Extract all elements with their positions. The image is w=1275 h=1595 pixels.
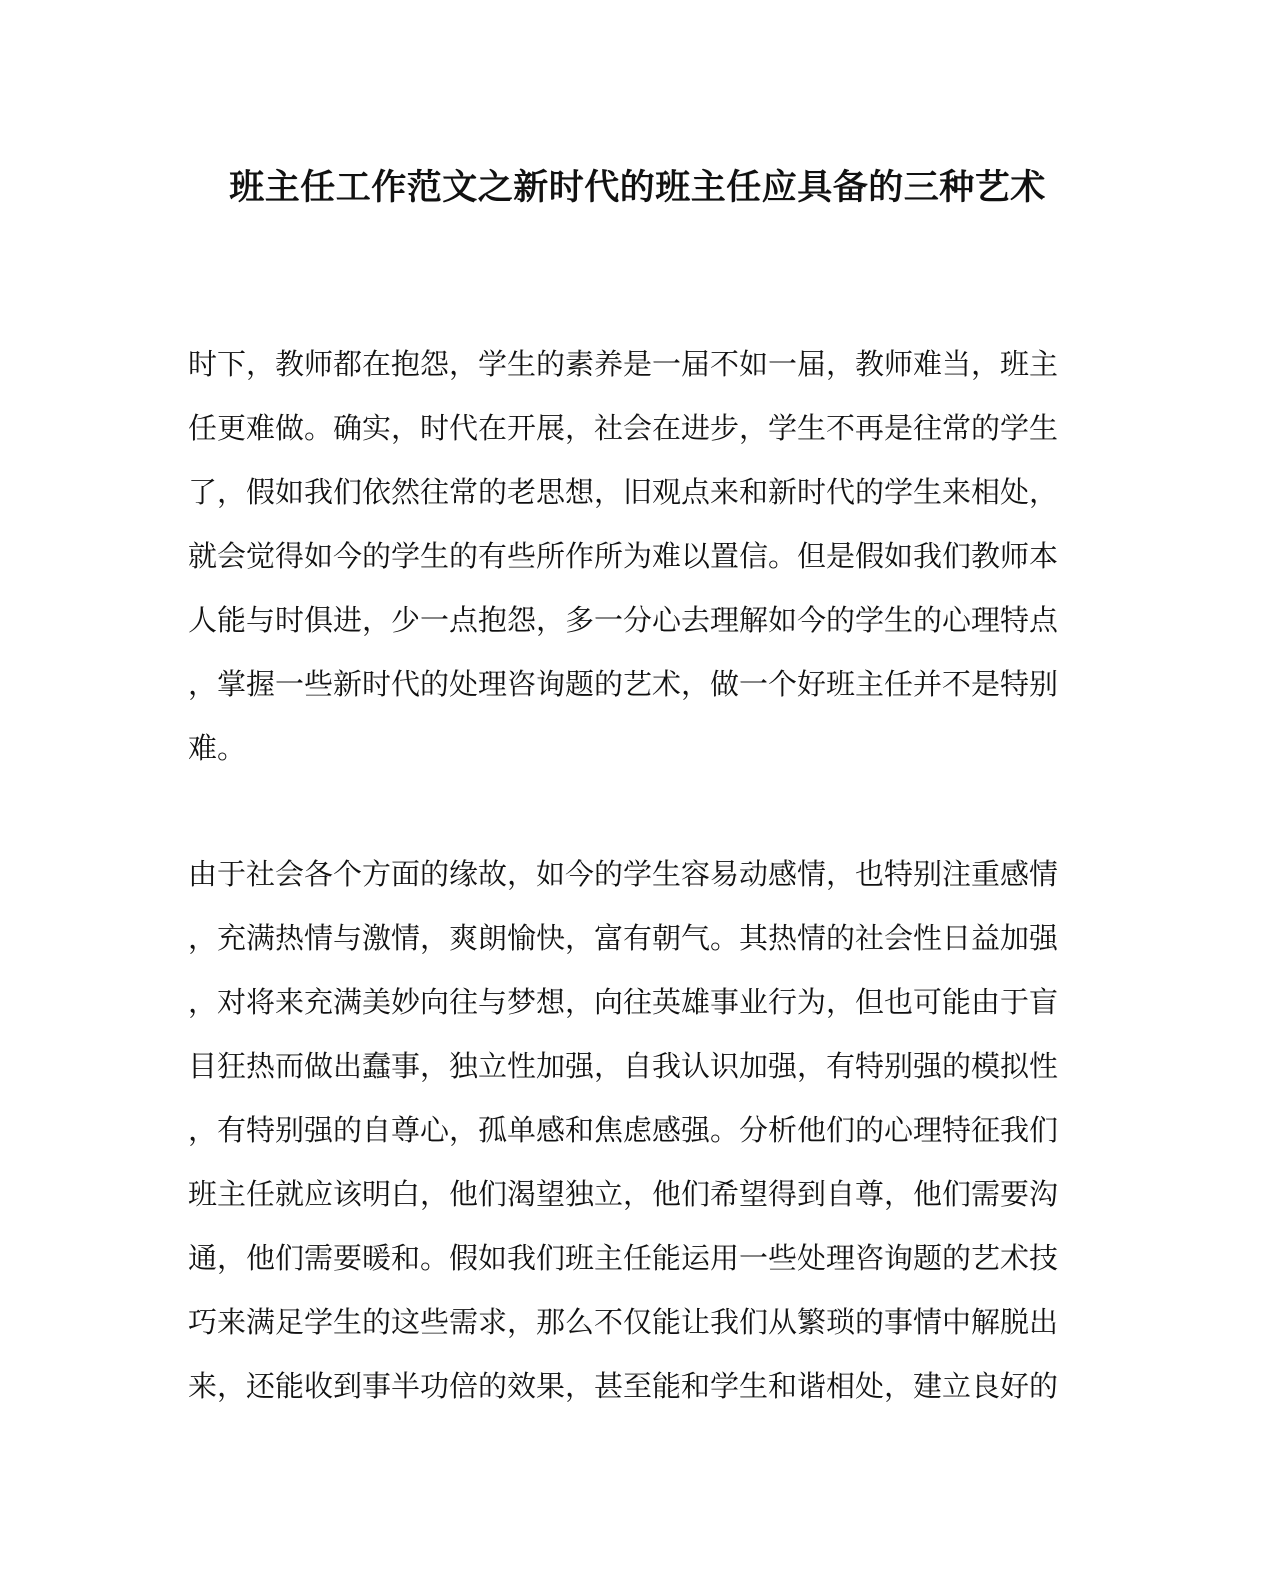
- paragraph-line: 就会觉得如今的学生的有些所作所为难以置信。但是假如我们教师本: [188, 539, 1059, 573]
- paragraph-line: 任更难做。确实，时代在开展，社会在进步，学生不再是往常的学生: [188, 411, 1059, 445]
- paragraph-line: ，充满热情与激情，爽朗愉快，富有朝气。其热情的社会性日益加强: [188, 921, 1059, 955]
- paragraph-line: 通，他们需要暖和。假如我们班主任能运用一些处理咨询题的艺术技: [188, 1241, 1059, 1275]
- paragraph-line: 时下，教师都在抱怨，学生的素养是一届不如一届，教师难当，班主: [188, 347, 1059, 381]
- paragraph-line: 难。: [188, 731, 247, 765]
- document-title: 班主任工作范文之新时代的班主任应具备的三种艺术: [229, 167, 1046, 208]
- paragraph-line: 班主任就应该明白，他们渴望独立，他们希望得到自尊，他们需要沟: [188, 1177, 1059, 1211]
- paragraph-line: 人能与时俱进，少一点抱怨，多一分心去理解如今的学生的心理特点: [188, 603, 1059, 637]
- paragraph-line: 目狂热而做出蠢事，独立性加强，自我认识加强，有特别强的模拟性: [188, 1049, 1059, 1083]
- paragraph-line: ，掌握一些新时代的处理咨询题的艺术，做一个好班主任并不是特别: [188, 667, 1059, 701]
- paragraph-1: [188, 342, 1058, 790]
- paragraph-2: [188, 852, 1058, 1428]
- paragraph-line: 了，假如我们依然往常的老思想，旧观点来和新时代的学生来相处，: [188, 475, 1059, 509]
- paragraph-line: 巧来满足学生的这些需求，那么不仅能让我们从繁琐的事情中解脱出: [188, 1305, 1059, 1339]
- paragraph-line: ，对将来充满美妙向往与梦想，向往英雄事业行为，但也可能由于盲: [188, 985, 1059, 1019]
- paragraph-line: ，有特别强的自尊心，孤单感和焦虑感强。分析他们的心理特征我们: [188, 1113, 1059, 1147]
- paragraph-line: 由于社会各个方面的缘故，如今的学生容易动感情，也特别注重感情: [188, 857, 1059, 891]
- paragraph-line: 来，还能收到事半功倍的效果，甚至能和学生和谐相处，建立良好的: [188, 1369, 1059, 1403]
